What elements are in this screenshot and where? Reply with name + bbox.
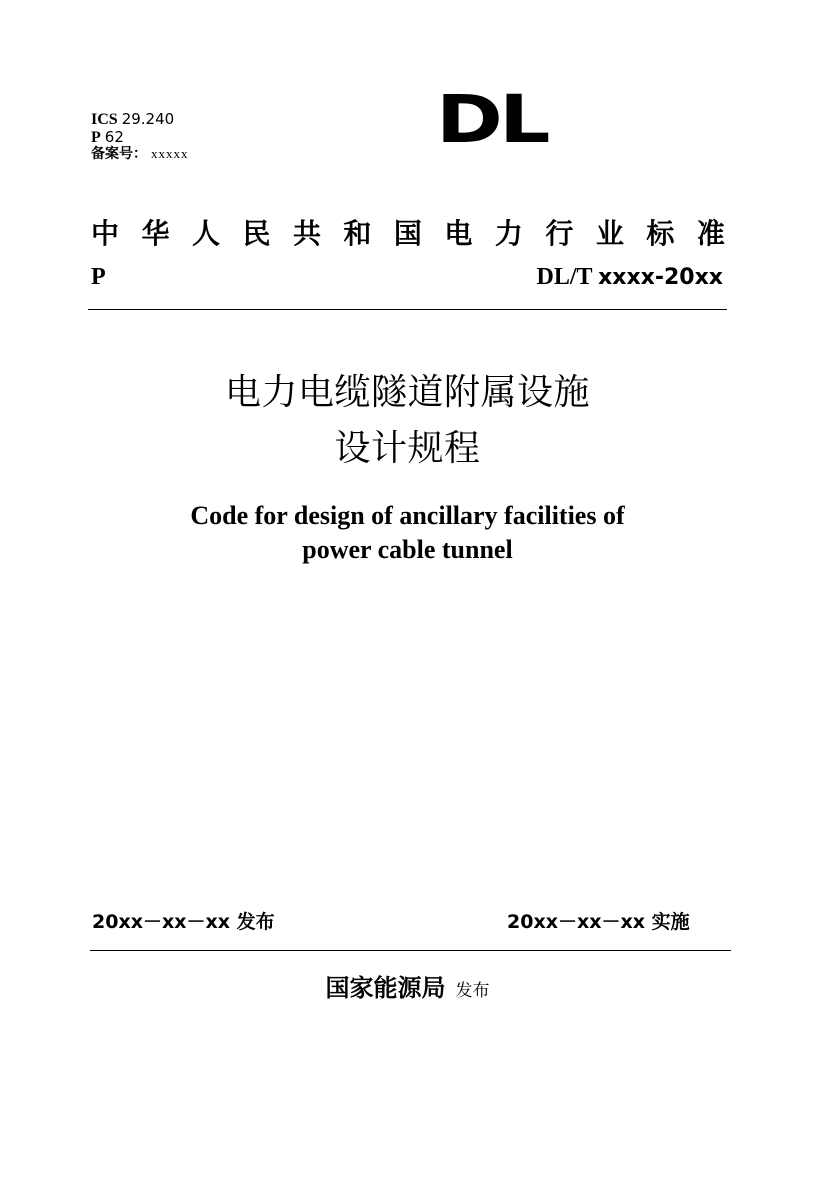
implement-date: 20xx－xx－xx 实施 (507, 911, 690, 933)
publish-date: 20xx－xx－xx 发布 (92, 911, 275, 933)
title-cn-line1: 电力电缆隧道附属设施 (224, 372, 590, 413)
filing-number (91, 145, 189, 163)
standard-category-char: 准 (696, 217, 725, 250)
standard-category-char: 标 (646, 217, 675, 250)
standard-number-row (91, 262, 723, 293)
footer-divider (90, 950, 731, 951)
standard-category (91, 217, 725, 251)
ics-code (91, 110, 174, 129)
standard-number-value: xxxx-20xx (598, 265, 723, 290)
header-divider (88, 309, 727, 310)
standard-category-char: 行 (545, 217, 574, 250)
p-value: 62 (104, 128, 124, 146)
issuer-name: 国家能源局 (325, 973, 446, 1002)
dl-logo: DL (436, 81, 547, 158)
standard-category-char: 华 (141, 217, 170, 250)
standard-number-prefix: DL/T (536, 264, 593, 290)
ics-label: ICS (91, 111, 118, 128)
p-label: P (91, 129, 101, 146)
issuer-action: 发布 (455, 981, 490, 1001)
standard-category-char: 电 (444, 217, 473, 250)
filing-label: 备案号： (91, 146, 147, 162)
standard-category-char: 中 (91, 217, 120, 250)
standard-category-char: 民 (242, 217, 271, 250)
category-letter: P (91, 264, 106, 290)
title-en-line2: power cable tunnel (302, 535, 513, 564)
standard-category-char: 国 (393, 217, 422, 250)
standard-category-char: 业 (595, 217, 624, 250)
standard-category-char: 共 (292, 217, 321, 250)
standard-number (537, 262, 723, 293)
title-cn-line2: 设计规程 (334, 428, 481, 469)
title-en-line1: Code for design of ancillary facilities of (190, 501, 625, 530)
issuer (0, 968, 815, 1003)
standard-category-char: 和 (343, 217, 372, 250)
filing-value: xxxxx (151, 146, 189, 161)
standard-category-char: 人 (191, 217, 220, 250)
ics-value: 29.240 (121, 110, 175, 128)
standard-category-char: 力 (494, 217, 523, 250)
